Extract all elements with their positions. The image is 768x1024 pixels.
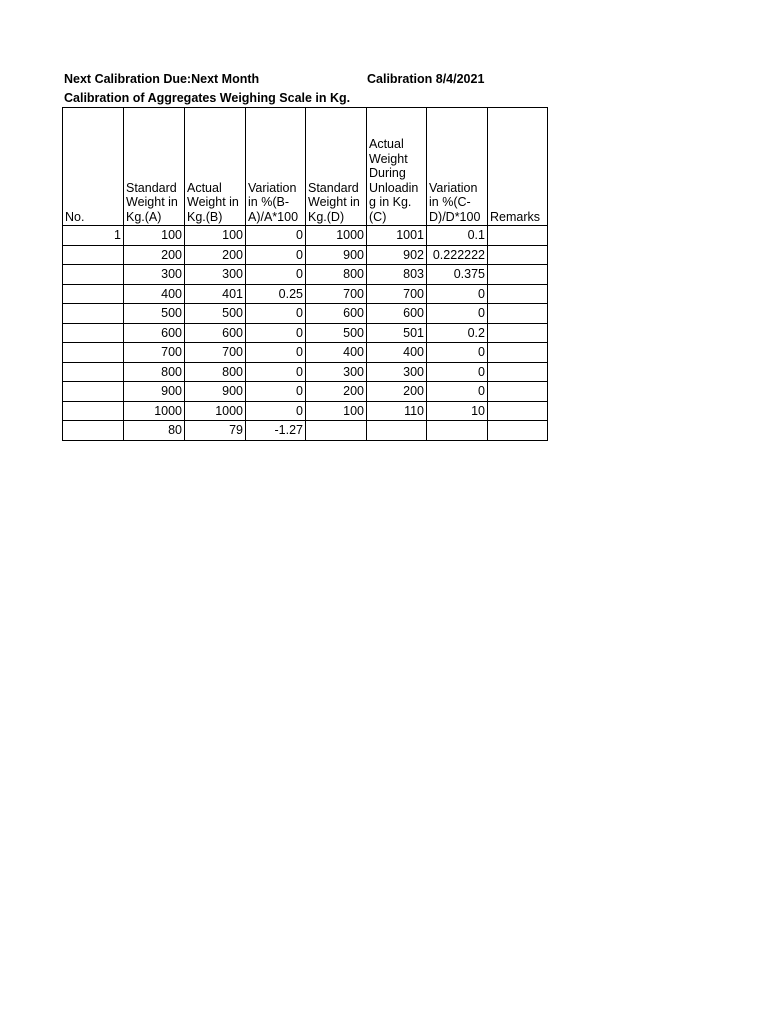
table-cell: 401 [185, 284, 246, 304]
table-cell [488, 245, 548, 265]
table-cell: 500 [306, 323, 367, 343]
table-row [63, 343, 548, 363]
table-cell: 600 [367, 304, 427, 324]
table-cell: 0 [427, 362, 488, 382]
table-cell: 79 [185, 421, 246, 441]
table-cell: 100 [306, 401, 367, 421]
table-row [63, 362, 548, 382]
table-cell: 0 [246, 265, 306, 285]
table-row [63, 421, 548, 441]
table-cell [63, 265, 124, 285]
table-row [63, 323, 548, 343]
column-header: Actual Weight During Unloading in Kg.(C) [367, 108, 427, 226]
table-cell: 400 [124, 284, 185, 304]
column-header: Actual Weight in Kg.(B) [185, 108, 246, 226]
table-cell: 800 [306, 265, 367, 285]
table-cell: 400 [367, 343, 427, 363]
table-cell: 0 [427, 284, 488, 304]
table-cell: 1000 [124, 401, 185, 421]
table-cell [306, 421, 367, 441]
calibration-table [62, 107, 548, 441]
table-cell [63, 304, 124, 324]
table-cell: 0.2 [427, 323, 488, 343]
table-cell [488, 401, 548, 421]
table-cell: 1000 [306, 226, 367, 246]
table-cell: 600 [124, 323, 185, 343]
column-header: Standard Weight in Kg.(A) [124, 108, 185, 226]
table-cell: 0.375 [427, 265, 488, 285]
table-cell: 80 [124, 421, 185, 441]
table-cell [488, 382, 548, 402]
table-cell: 902 [367, 245, 427, 265]
table-cell: 0 [427, 343, 488, 363]
column-header: Remarks [488, 108, 548, 226]
table-cell: 300 [367, 362, 427, 382]
table-cell: 803 [367, 265, 427, 285]
table-cell: 300 [124, 265, 185, 285]
table-cell: 0 [246, 226, 306, 246]
table-cell: 0 [246, 343, 306, 363]
table-cell [488, 343, 548, 363]
table-row [63, 382, 548, 402]
table-cell [427, 421, 488, 441]
table-cell: 100 [124, 226, 185, 246]
table-header-row [63, 108, 548, 226]
next-calibration-due: Next Calibration Due:Next Month [64, 72, 260, 86]
table-cell [63, 323, 124, 343]
table-cell: 600 [306, 304, 367, 324]
table-row [63, 245, 548, 265]
table-cell [63, 284, 124, 304]
table-cell: 700 [124, 343, 185, 363]
table-row [63, 284, 548, 304]
table-row [63, 401, 548, 421]
table-cell [488, 362, 548, 382]
table-cell [63, 362, 124, 382]
table-cell: 100 [185, 226, 246, 246]
table-cell: 200 [124, 245, 185, 265]
table-row [63, 304, 548, 324]
table-cell: 110 [367, 401, 427, 421]
column-header: Variation in %(C-D)/D*100 [427, 108, 488, 226]
table-row [63, 265, 548, 285]
table-cell [488, 284, 548, 304]
table-cell [488, 226, 548, 246]
column-header: Standard Weight in Kg.(D) [306, 108, 367, 226]
table-cell: 300 [306, 362, 367, 382]
table-cell: 900 [124, 382, 185, 402]
table-cell: 500 [124, 304, 185, 324]
table-cell [367, 421, 427, 441]
table-cell: 900 [185, 382, 246, 402]
table-cell: 200 [306, 382, 367, 402]
table-cell [488, 265, 548, 285]
table-cell: 700 [306, 284, 367, 304]
table-cell: 501 [367, 323, 427, 343]
table-cell: 0 [246, 323, 306, 343]
table-cell: 700 [185, 343, 246, 363]
table-cell [488, 323, 548, 343]
table-cell [63, 245, 124, 265]
table-cell [488, 421, 548, 441]
table-cell: 0 [246, 401, 306, 421]
table-cell [63, 421, 124, 441]
table-cell: 0.1 [427, 226, 488, 246]
table-cell: 700 [367, 284, 427, 304]
table-cell: 1 [63, 226, 124, 246]
table-cell: 1001 [367, 226, 427, 246]
table-cell: 0 [246, 304, 306, 324]
document-title: Calibration of Aggregates Weighing Scale in Kg. [64, 91, 351, 105]
column-header: No. [63, 108, 124, 226]
table-cell: 10 [427, 401, 488, 421]
table-cell: 800 [124, 362, 185, 382]
table-cell: 200 [367, 382, 427, 402]
table-cell: -1.27 [246, 421, 306, 441]
table-cell: 800 [185, 362, 246, 382]
table-cell: 0.25 [246, 284, 306, 304]
table-cell: 0 [427, 382, 488, 402]
table-cell: 600 [185, 323, 246, 343]
table-cell [488, 304, 548, 324]
table-cell: 200 [185, 245, 246, 265]
table-cell: 0 [427, 304, 488, 324]
table-cell: 0 [246, 382, 306, 402]
table-cell: 0 [246, 362, 306, 382]
table-body [63, 226, 548, 441]
table-cell: 0 [246, 245, 306, 265]
table-cell: 1000 [185, 401, 246, 421]
table-cell [63, 382, 124, 402]
table-row [63, 226, 548, 246]
table-cell: 900 [306, 245, 367, 265]
calibration-date: Calibration 8/4/2021 [367, 72, 485, 86]
column-header: Variation in %(B-A)/A*100 [246, 108, 306, 226]
table-cell: 400 [306, 343, 367, 363]
table-cell: 300 [185, 265, 246, 285]
table-cell [63, 343, 124, 363]
table-cell: 500 [185, 304, 246, 324]
table-cell [63, 401, 124, 421]
table-cell: 0.222222 [427, 245, 488, 265]
